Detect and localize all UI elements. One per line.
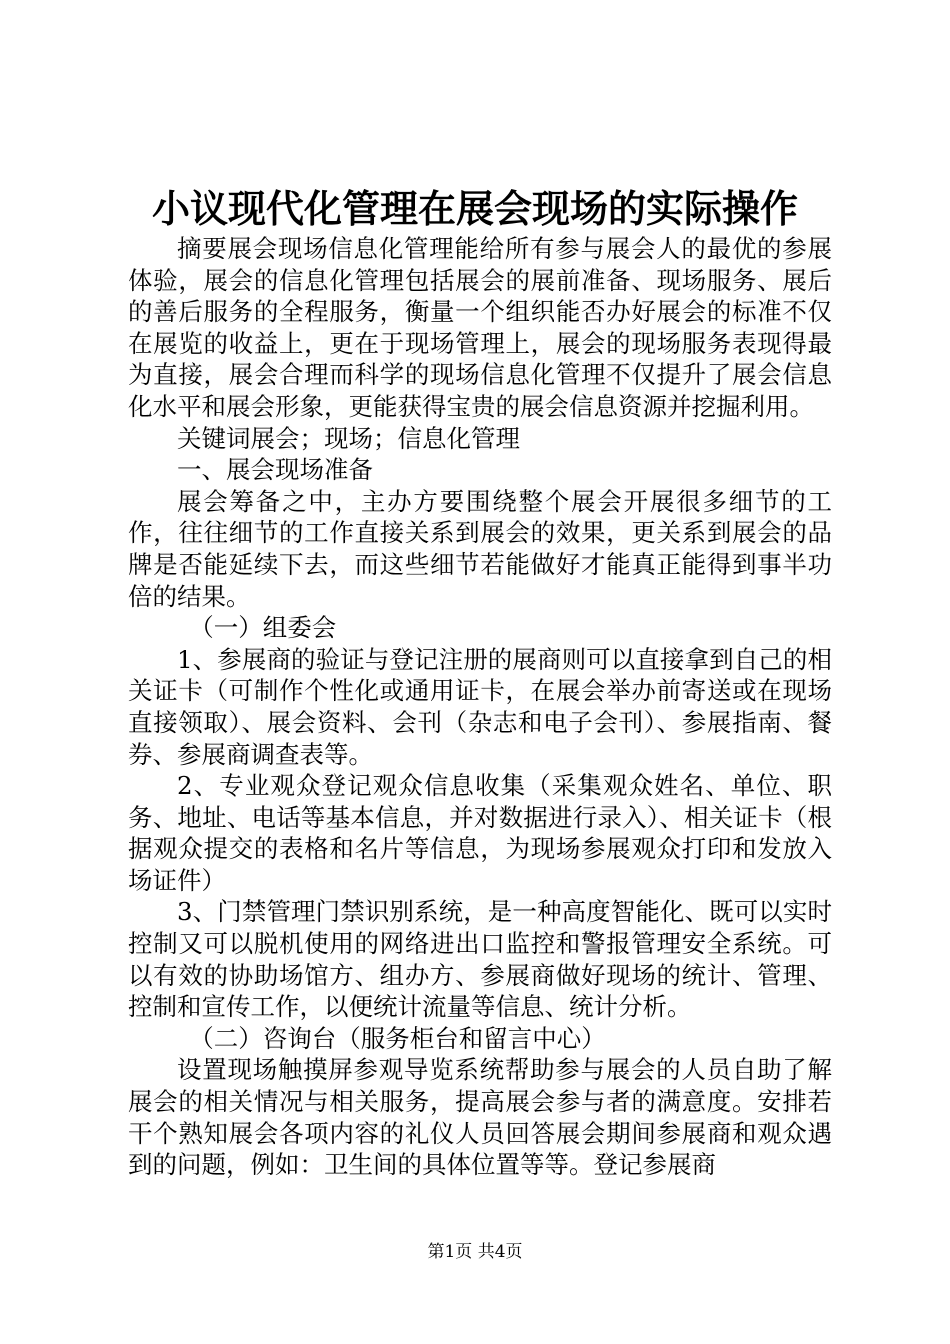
body-paragraph: 3、门禁管理门禁识别系统，是一种高度智能化、既可以实时控制又可以脱机使用的网络进出口监控和警报管理安全系统。可以有效的协助场馆方、组办方、参展商做好现场的统计、管理、控制和宣传工作，以便统计流量等信息、统计分析。 xyxy=(128,897,832,1022)
section-heading: 一、展会现场准备 xyxy=(177,455,373,485)
body-paragraph: 1、参展商的验证与登记注册的展商则可以直接拿到自己的相关证卡（可制作个性化或通用证卡，在展会举办前寄送或在现场直接领取）、展会资料、会刊（杂志和电子会刊）、参展指南、餐券、参展商调查表等。 xyxy=(128,644,832,769)
page-title: 小议现代化管理在展会现场的实际操作 xyxy=(151,186,798,231)
subsection-heading: （一）组委会 xyxy=(189,613,337,643)
abstract-paragraph: 摘要展会现场信息化管理能给所有参与展会人的最优的参展体验，展会的信息化管理包括展会的展前准备、现场服务、展后的善后服务的全程服务，衡量一个组织能否办好展会的标准不仅在展览的收益上，更在于现场管理上，展会的现场服务表现得最为直接，展会合理而科学的现场信息化管理不仅提升了展会信息化水平和展会形象，更能获得宝贵的展会信息资源并挖掘利用。 xyxy=(128,234,832,421)
keywords-paragraph: 关键词展会；现场；信息化管理 xyxy=(177,423,520,453)
document-body xyxy=(128,233,832,1181)
page-number-footer: 第1页 共4页 xyxy=(427,1242,523,1262)
subsection-heading: （二）咨询台（服务柜台和留言中心） xyxy=(189,1023,606,1053)
body-paragraph: 2、专业观众登记观众信息收集（采集观众姓名、单位、职务、地址、电话等基本信息，并对数据进行录入）、相关证卡（根据观众提交的表格和名片等信息，为现场参展观众打印和发放入场证件） xyxy=(128,771,832,895)
body-paragraph: 展会筹备之中，主办方要围绕整个展会开展很多细节的工作，往往细节的工作直接关系到展会的效果，更关系到展会的品牌是否能延续下去，而这些细节若能做好才能真正能得到事半功倍的结果。 xyxy=(128,486,832,611)
body-paragraph: 设置现场触摸屏参观导览系统帮助参与展会的人员自助了解展会的相关情况与相关服务，提高展会参与者的满意度。安排若干个熟知展会各项内容的礼仪人员回答展会期间参展商和观众遇到的问题，例如：卫生间的具体位置等等。登记参展商 xyxy=(128,1055,832,1180)
